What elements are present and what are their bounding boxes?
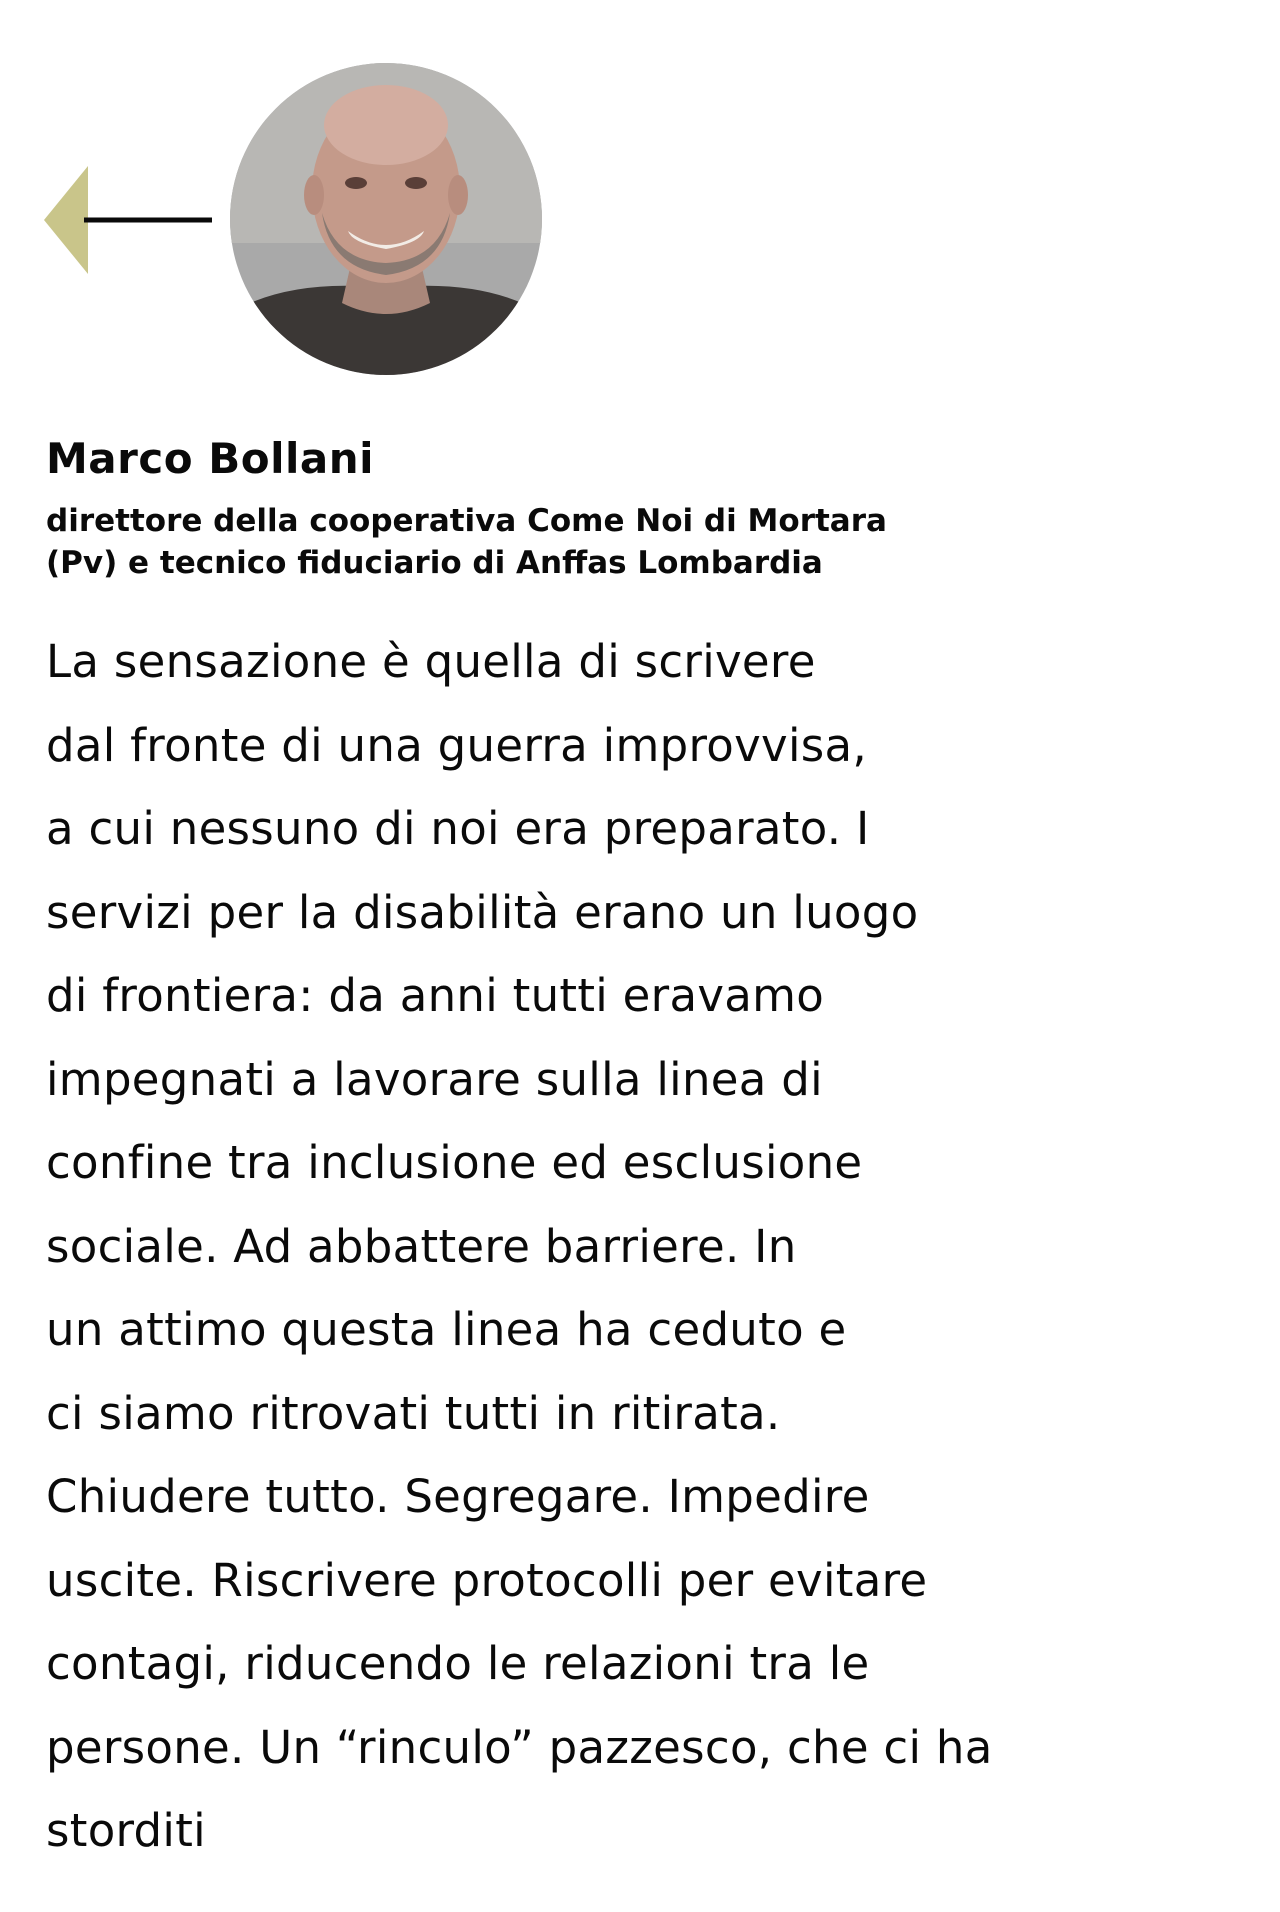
quote-line: a cui nessuno di noi era preparato. I [46, 802, 870, 855]
quote-line: La sensazione è quella di scrivere [46, 635, 816, 688]
quote-line: di frontiera: da anni tutti eravamo [46, 969, 825, 1022]
author-role-line: (Pv) e tecnico fiduciario di Anffas Lombardia [46, 545, 823, 581]
quote-line: dal fronte di una guerra improvvisa, [46, 718, 867, 772]
arrow-head [44, 166, 88, 274]
author-name: Marco Bollani [46, 434, 375, 483]
back-arrow-icon[interactable] [40, 160, 220, 280]
quote-line: persone. Un “rinculo” pazzesco, che ci ha [46, 1720, 993, 1774]
quote-line: Chiudere tutto. Segregare. Impedire [46, 1470, 870, 1523]
quote-line: un attimo questa linea ha ceduto e [46, 1303, 847, 1356]
quote-line: confine tra inclusione ed esclusione [46, 1136, 863, 1189]
quote-text [46, 620, 1256, 1873]
quote-line: impegnati a lavorare sulla linea di [46, 1052, 823, 1106]
author-role-line: direttore della cooperativa Come Noi di Mortara [46, 503, 887, 539]
quote-line: uscite. Riscrivere protocolli per evitare [46, 1553, 928, 1607]
quote-line: contagi, riducendo le relazioni tra le [46, 1637, 870, 1690]
author-avatar [230, 63, 542, 375]
quote-line: ci siamo ritrovati tutti in ritirata. [46, 1386, 781, 1440]
quote-line: servizi per la disabilità erano un luogo [46, 885, 919, 939]
quote-line: storditi [46, 1804, 206, 1857]
author-role [46, 500, 1226, 584]
quote-line: sociale. Ad abbattere barriere. In [46, 1219, 797, 1273]
